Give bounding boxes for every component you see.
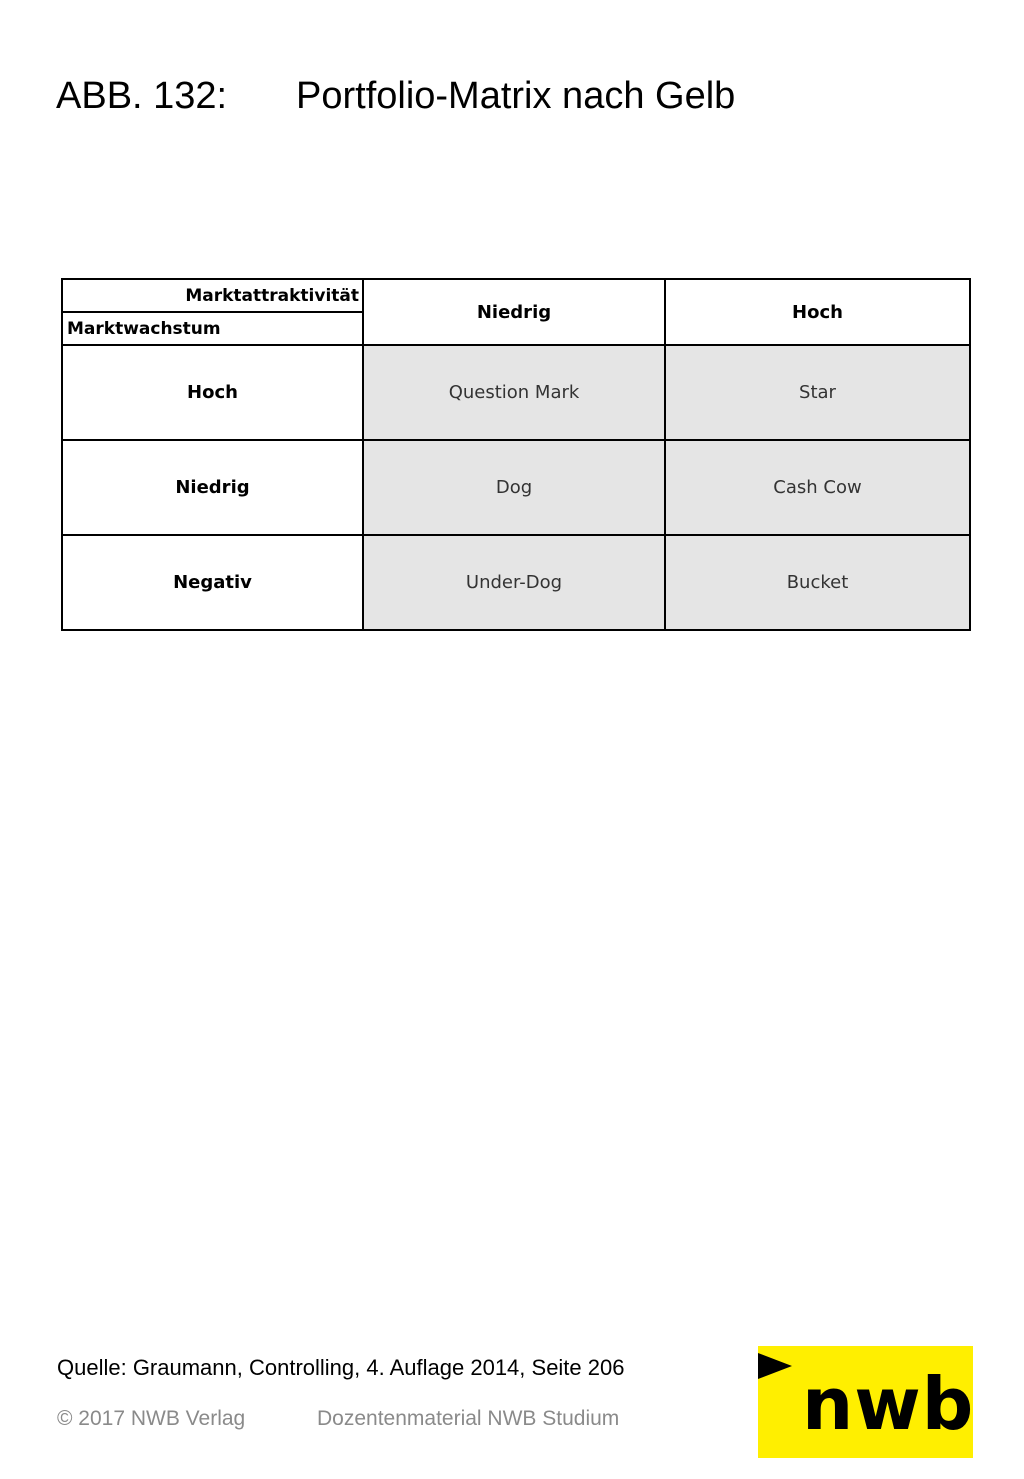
material-text: Dozentenmaterial NWB Studium: [317, 1407, 620, 1430]
figure-title: Portfolio-Matrix nach Gelb: [296, 75, 736, 117]
row-header-hoch: Hoch: [62, 345, 363, 440]
nwb-logo: [758, 1346, 973, 1458]
corner-divider: [63, 311, 362, 313]
cell-cash-cow: Cash Cow: [665, 440, 970, 535]
row-header-negativ: Negativ: [62, 535, 363, 630]
cell-bucket: Bucket: [665, 535, 970, 630]
figure-number: ABB. 132:: [56, 75, 228, 117]
col-header-niedrig: Niedrig: [363, 279, 665, 345]
matrix-row: [62, 345, 970, 440]
matrix-row: [62, 535, 970, 630]
col-header-hoch: Hoch: [665, 279, 970, 345]
cell-star: Star: [665, 345, 970, 440]
source-citation: Quelle: Graumann, Controlling, 4. Auflage 2014, Seite 206: [57, 1355, 625, 1380]
cell-question-mark: Question Mark: [363, 345, 665, 440]
cell-dog: Dog: [363, 440, 665, 535]
col-axis-label: Marktattraktivität: [185, 286, 359, 306]
play-triangle-icon: [758, 1353, 792, 1379]
matrix-row: [62, 440, 970, 535]
copyright-text: © 2017 NWB Verlag: [57, 1407, 246, 1430]
logo-wordmark: nwb: [802, 1362, 975, 1446]
matrix-corner-cell: [62, 279, 363, 345]
portfolio-matrix: [61, 278, 971, 631]
matrix-header-row: [62, 279, 970, 345]
page-title: [56, 74, 735, 118]
row-header-niedrig: Niedrig: [62, 440, 363, 535]
cell-under-dog: Under-Dog: [363, 535, 665, 630]
row-axis-label: Marktwachstum: [67, 319, 221, 339]
